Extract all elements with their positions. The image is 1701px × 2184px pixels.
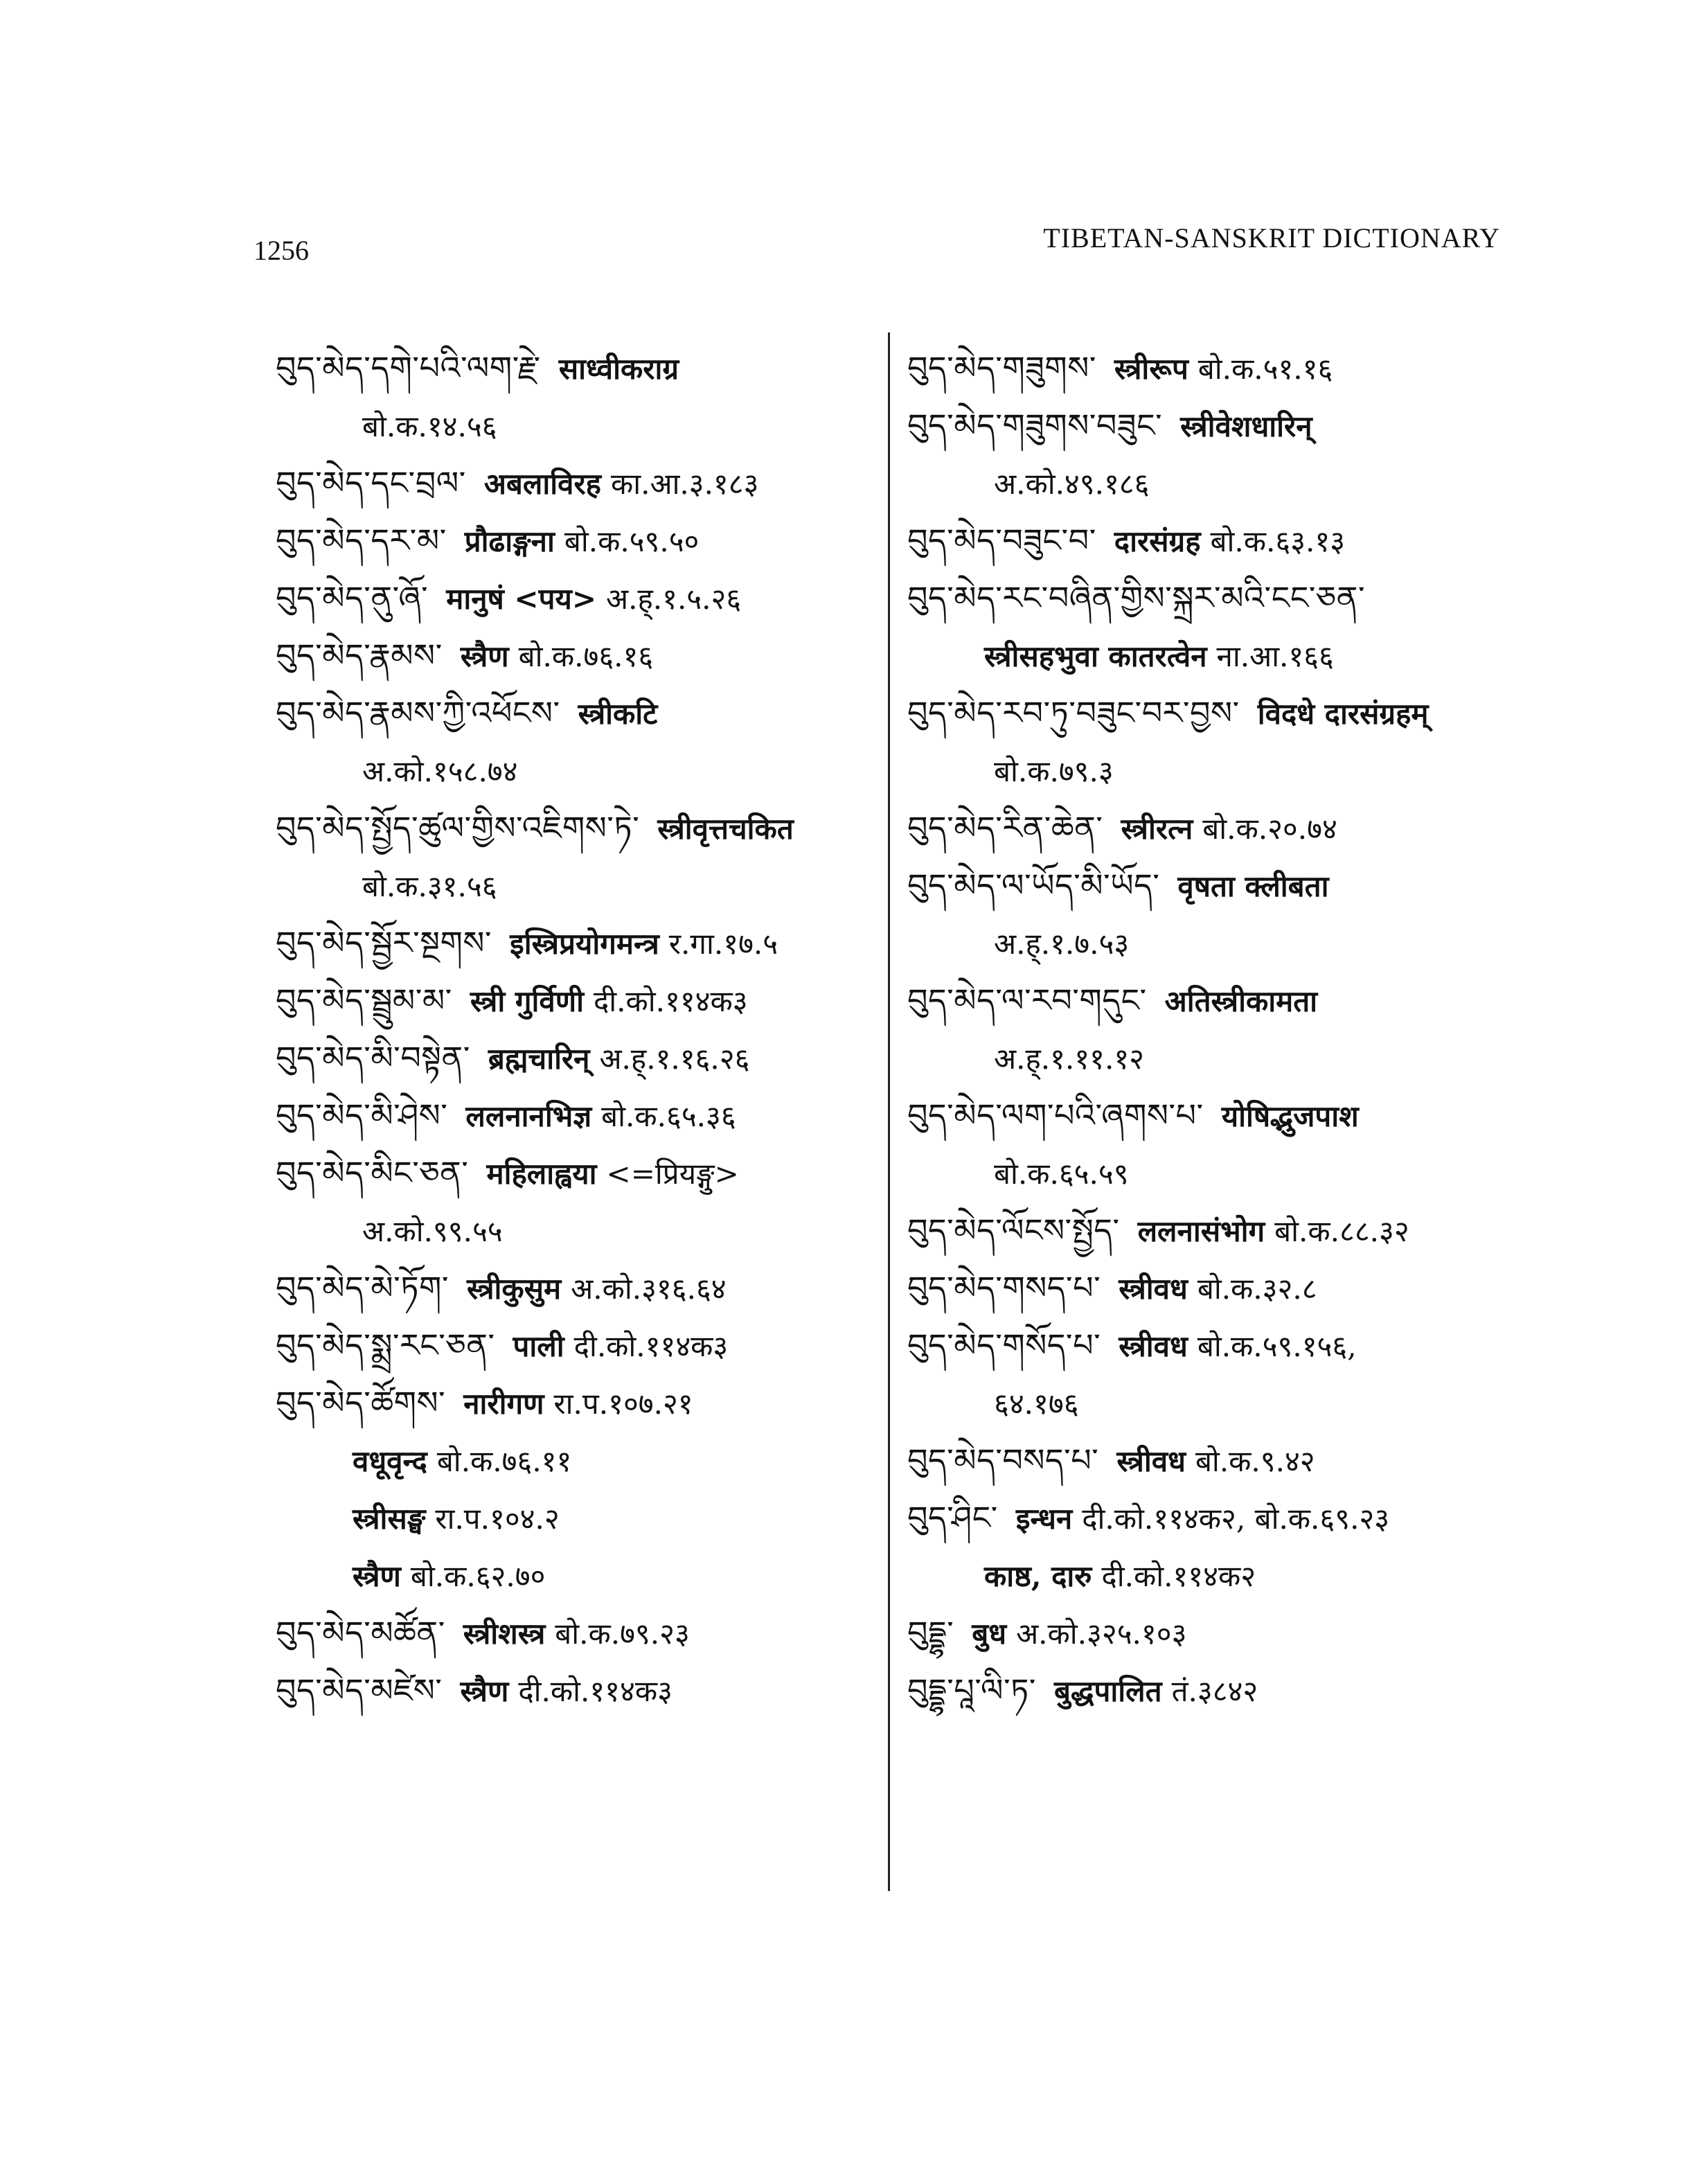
- sanskrit-equivalent: स्त्रीसहभुवा कातरत्वेन: [984, 639, 1207, 673]
- source-reference: दी.को.११४क३: [593, 984, 748, 1018]
- entry-headline: [276, 1374, 837, 1432]
- sanskrit-equivalent: बुध: [972, 1617, 1007, 1651]
- tibetan-headword: བུད་མེད་སྤྱོད་ཚུལ་གྱིས་འཇིགས་ཏེ་: [276, 809, 640, 846]
- entry-continuation: [276, 1547, 837, 1604]
- sanskrit-equivalent: मानुषं <पय>: [446, 582, 597, 616]
- entry-headline: [276, 1604, 837, 1662]
- source-reference: बो.क.१४.५६: [362, 409, 497, 443]
- entry-headline: [276, 684, 837, 742]
- dictionary-entry: [907, 512, 1531, 569]
- dictionary-entry: [907, 1087, 1531, 1202]
- entry-continuation: [907, 1374, 1531, 1432]
- dictionary-entry: [907, 799, 1531, 857]
- dictionary-entry: [276, 339, 837, 454]
- source-reference: बो.क.३२.८: [1197, 1272, 1317, 1306]
- tibetan-headword: བུད་མེད་ལོངས་སྤྱོད་: [907, 1211, 1120, 1249]
- sanskrit-equivalent: स्त्रीवेशधारिन्: [1180, 409, 1312, 443]
- dictionary-entry: [907, 1317, 1531, 1432]
- source-reference: बो.क.९.४२: [1195, 1444, 1315, 1478]
- source-reference: अ.को.४९.१८६: [994, 467, 1150, 501]
- source-reference: दी.को.११४क३: [573, 1329, 729, 1363]
- dictionary-entry: [276, 972, 837, 1029]
- tibetan-headword: བུད་མེད་གཟུགས་: [907, 349, 1096, 387]
- source-reference: बो.क.६५.५९: [994, 1157, 1129, 1191]
- source-reference: बो.क.७९.३: [994, 754, 1114, 788]
- dictionary-entry: [907, 1662, 1531, 1719]
- dictionary-entry: [907, 1432, 1531, 1489]
- source-reference: बो.क.५९.५०: [564, 524, 700, 558]
- dictionary-entry: [276, 1604, 837, 1662]
- source-reference: रा.प.१०४.२: [435, 1502, 560, 1536]
- sanskrit-equivalent: स्त्रीसङ्घ: [353, 1502, 426, 1536]
- sanskrit-equivalent: दारसंग्रह: [1114, 524, 1201, 558]
- dictionary-entry: [907, 1259, 1531, 1317]
- dictionary-entry: [907, 972, 1531, 1087]
- tibetan-headword: བུད་མེད་རིན་ཆེན་: [907, 809, 1103, 846]
- sanskrit-equivalent: स्त्रीरूप: [1114, 352, 1188, 386]
- tibetan-headword: བུད་མེད་མི་ཤེས་: [276, 1097, 448, 1134]
- entry-headline: [907, 1317, 1531, 1374]
- source-reference: बो.क.६५.३६: [601, 1099, 736, 1133]
- dictionary-entry: [276, 799, 837, 914]
- entry-headline: [907, 569, 1531, 627]
- sanskrit-equivalent: योषिद्भुजपाश: [1221, 1099, 1359, 1133]
- entry-headline: [907, 339, 1531, 397]
- column-divider: [888, 332, 890, 1891]
- sanskrit-equivalent: विदधे दारसंग्रहम्: [1257, 697, 1429, 731]
- source-reference: ६४.१७६: [994, 1387, 1079, 1421]
- tibetan-headword: བུད་མེད་ཚོགས་: [276, 1384, 446, 1421]
- source-reference: बो.क.७६.११: [436, 1444, 572, 1478]
- source-reference: अ.ह्.१.११.१२: [994, 1042, 1144, 1076]
- source-reference: दी.को.११४क३: [518, 1674, 673, 1708]
- sanskrit-equivalent: स्त्रैण: [460, 639, 509, 673]
- dictionary-entry: [276, 627, 837, 684]
- dictionary-entry: [276, 569, 837, 627]
- dictionary-entry: [276, 1662, 837, 1719]
- dictionary-entry: [907, 569, 1531, 684]
- sanskrit-equivalent: स्त्री गुर्विणी: [470, 984, 584, 1018]
- source-reference: रा.प.१०७.२१: [553, 1387, 693, 1421]
- source-reference: बो.क.८८.३२: [1274, 1214, 1409, 1248]
- tibetan-headword: བུད་མེད་མིང་ཅན་: [276, 1154, 469, 1191]
- entry-continuation: [907, 742, 1531, 799]
- entry-continuation: [907, 1029, 1531, 1087]
- dictionary-entry: [276, 1029, 837, 1087]
- entry-continuation: [276, 857, 837, 914]
- entry-headline: [276, 1662, 837, 1719]
- sanskrit-equivalent: स्त्रीकुसुम: [467, 1272, 562, 1306]
- tibetan-headword: བུད་མེད་དགེ་པའི་ལག་རྗེ་: [276, 349, 541, 387]
- entry-continuation: [907, 454, 1531, 512]
- tibetan-headword: བུད་མེད་གསོད་པ་: [907, 1326, 1101, 1364]
- source-reference: बो.क.६२.७०: [410, 1559, 546, 1593]
- sanskrit-equivalent: स्त्रीवध: [1116, 1444, 1186, 1478]
- dictionary-entry: [276, 1259, 837, 1317]
- sanskrit-equivalent: ललनासंभोग: [1137, 1214, 1265, 1248]
- source-reference: बो.क.७९.२३: [555, 1617, 690, 1651]
- dictionary-entry: [907, 397, 1531, 512]
- entry-continuation: [276, 1202, 837, 1259]
- entry-headline: [907, 1604, 1531, 1662]
- entry-headline: [907, 799, 1531, 857]
- sanskrit-equivalent: ब्रह्मचारिन्: [488, 1042, 590, 1076]
- source-reference: अ.को.३२५.१०३: [1016, 1617, 1187, 1651]
- entry-headline: [907, 1489, 1531, 1547]
- sanskrit-equivalent: स्त्रीरत्न: [1121, 812, 1193, 846]
- dictionary-entry: [276, 512, 837, 569]
- dictionary-entry: [276, 1087, 837, 1144]
- dictionary-entry: [276, 914, 837, 972]
- entry-headline: [276, 1259, 837, 1317]
- entry-headline: [907, 1259, 1531, 1317]
- sanskrit-equivalent: स्त्रीवध: [1119, 1329, 1188, 1363]
- dictionary-entry: [907, 1604, 1531, 1662]
- sanskrit-equivalent: स्त्रैण: [353, 1559, 401, 1593]
- tibetan-headword: བུད་མེད་དར་མ་: [276, 522, 447, 559]
- dictionary-entry: [276, 454, 837, 512]
- tibetan-headword: བུད་ཤིང་: [907, 1499, 998, 1536]
- dictionary-entry: [907, 1489, 1531, 1604]
- sanskrit-equivalent: अतिस्त्रीकामता: [1164, 984, 1318, 1018]
- running-head: TIBETAN-SANSKRIT DICTIONARY: [1043, 222, 1500, 254]
- tibetan-headword: བུད་མེད་ལ་རབ་གདུང་: [907, 982, 1147, 1019]
- entry-headline: [907, 1432, 1531, 1489]
- entry-headline: [276, 1144, 837, 1202]
- entry-continuation: [276, 1432, 837, 1489]
- source-reference: ना.आ.१६६: [1216, 639, 1334, 673]
- sanskrit-equivalent: साध्वीकराग्र: [558, 352, 679, 386]
- source-reference: अ.को.९९.५५: [362, 1214, 503, 1248]
- entry-headline: [907, 397, 1531, 454]
- source-reference: अ.को.१५८.७४: [362, 754, 518, 788]
- entry-headline: [907, 512, 1531, 569]
- sanskrit-equivalent: काष्ठ, दारु: [984, 1559, 1092, 1593]
- source-reference: दी.को.११४क२: [1101, 1559, 1256, 1593]
- page-number: 1256: [253, 235, 309, 266]
- tibetan-headword: བུད་མེད་རང་བཞིན་གྱིས་སྐྲར་མའི་ངང་ཅན་: [907, 579, 1365, 616]
- entry-continuation: [907, 1547, 1531, 1604]
- tibetan-headword: བུདྡྷ་: [907, 1614, 954, 1651]
- source-reference: बो.क.६३.१३: [1210, 524, 1346, 558]
- tibetan-headword: བུད་མེད་སྨྲ་རང་ཅན་: [276, 1326, 495, 1364]
- tibetan-headword: བུད་མེད་མཚོན་: [276, 1614, 445, 1651]
- entry-continuation: [276, 742, 837, 799]
- entry-headline: [276, 799, 837, 857]
- entry-headline: [276, 569, 837, 627]
- source-reference: दी.को.११४क२, बो.क.६९.२३: [1082, 1502, 1390, 1536]
- dictionary-entry: [907, 339, 1531, 397]
- source-reference: बो.क.५९.१५६,: [1197, 1329, 1357, 1363]
- source-reference: तं.३८४२: [1171, 1674, 1258, 1708]
- entry-headline: [907, 972, 1531, 1029]
- source-reference: अ.ह्.१.१६.२६: [599, 1042, 750, 1076]
- source-reference: अ.को.३१६.६४: [571, 1272, 727, 1306]
- sanskrit-equivalent: अबलाविरह: [483, 467, 601, 501]
- tibetan-headword: བུད་མེད་གཟུགས་བཟུང་: [907, 407, 1163, 444]
- sanskrit-equivalent: बुद्धपालित: [1053, 1674, 1162, 1708]
- dictionary-entry: [907, 857, 1531, 972]
- entry-headline: [276, 1087, 837, 1144]
- source-reference: अ.ह्.१.५.२६: [606, 582, 742, 616]
- tibetan-headword: བུད་མེད་ནུ་ཞོ་: [276, 579, 429, 616]
- entry-headline: [276, 972, 837, 1029]
- entry-continuation: [907, 914, 1531, 972]
- source-reference: <=प्रियङ्गु>: [606, 1157, 739, 1191]
- dictionary-entry: [276, 1374, 837, 1604]
- sanskrit-equivalent: स्त्रीशस्त्र: [463, 1617, 546, 1651]
- sanskrit-equivalent: स्त्रीवृत्तचकित: [657, 812, 794, 846]
- entry-headline: [907, 1087, 1531, 1144]
- sanskrit-equivalent: ललनानभिज्ञ: [465, 1099, 592, 1133]
- entry-continuation: [907, 1144, 1531, 1202]
- dictionary-entry: [907, 684, 1531, 799]
- tibetan-headword: བུད་མེད་དང་བྲལ་: [276, 464, 466, 501]
- entry-headline: [276, 914, 837, 972]
- right-column: [907, 339, 1531, 1719]
- sanskrit-equivalent: वृषता क्लीबता: [1177, 869, 1329, 903]
- sanskrit-equivalent: इन्धन: [1015, 1502, 1073, 1536]
- source-reference: बो.क.३१.५६: [362, 869, 497, 903]
- sanskrit-equivalent: वधूवृन्द: [353, 1444, 427, 1478]
- left-column: [276, 339, 837, 1719]
- source-reference: बो.क.२०.७४: [1202, 812, 1337, 846]
- source-reference: बो.क.७६.१६: [518, 639, 654, 673]
- entry-headline: [907, 857, 1531, 914]
- dictionary-entry: [907, 1202, 1531, 1259]
- entry-continuation: [276, 1489, 837, 1547]
- sanskrit-equivalent: प्रौढाङ्गना: [464, 524, 555, 558]
- dictionary-entry: [276, 684, 837, 799]
- entry-headline: [907, 684, 1531, 742]
- entry-headline: [276, 1317, 837, 1374]
- dictionary-entry: [276, 1144, 837, 1259]
- tibetan-headword: བུད་མེད་རབ་ཏུ་བཟུང་བར་བྱས་: [907, 694, 1240, 731]
- entry-headline: [276, 454, 837, 512]
- entry-headline: [276, 1029, 837, 1087]
- entry-continuation: [907, 627, 1531, 684]
- entry-headline: [907, 1202, 1531, 1259]
- sanskrit-equivalent: स्त्रीकटि: [578, 697, 658, 731]
- sanskrit-equivalent: पाली: [513, 1329, 564, 1363]
- tibetan-headword: བུད་མེད་ལག་པའི་ཞགས་པ་: [907, 1097, 1204, 1134]
- tibetan-headword: བུད་མེད་བཟུང་བ་: [907, 522, 1096, 559]
- sanskrit-equivalent: महिलाह्वया: [486, 1157, 597, 1191]
- sanskrit-equivalent: इस्त्रिप्रयोगमन्त्र: [510, 927, 659, 961]
- tibetan-headword: བུད་མེད་མཛེས་: [276, 1671, 443, 1709]
- dictionary-entry: [276, 1317, 837, 1374]
- entry-headline: [276, 339, 837, 397]
- tibetan-headword: བུད་མེད་སྦྲུམ་མ་: [276, 982, 452, 1019]
- source-reference: अ.ह्.१.७.५३: [994, 927, 1130, 961]
- source-reference: र.गा.१७.५: [668, 927, 778, 961]
- entry-headline: [276, 627, 837, 684]
- sanskrit-equivalent: स्त्रीवध: [1119, 1272, 1188, 1306]
- tibetan-headword: བུད་མེད་སྦྱོར་སྔགས་: [276, 924, 492, 961]
- tibetan-headword: བུད་མེད་གསད་པ་: [907, 1269, 1101, 1306]
- tibetan-headword: བུད་མེད་བསད་པ་: [907, 1441, 1099, 1479]
- tibetan-headword: བུད་མེད་མེ་ཏོག་: [276, 1269, 449, 1306]
- entry-headline: [276, 512, 837, 569]
- tibetan-headword: བུད་མེད་ལ་ཡོད་མི་ཡོད་: [907, 867, 1160, 904]
- entry-headline: [907, 1662, 1531, 1719]
- tibetan-headword: བུདྡྷ་པཱ་ལི་ཏ་: [907, 1671, 1036, 1709]
- tibetan-headword: བུད་མེད་རྣམས་: [276, 637, 443, 674]
- sanskrit-equivalent: नारीगण: [463, 1387, 544, 1421]
- source-reference: का.आ.३.१८३: [610, 467, 759, 501]
- sanskrit-equivalent: स्त्रैण: [460, 1674, 509, 1708]
- tibetan-headword: བུད་མེད་རྣམས་ཀྱི་འཕོངས་: [276, 694, 560, 731]
- source-reference: बो.क.५१.१६: [1197, 352, 1333, 386]
- entry-continuation: [276, 397, 837, 454]
- tibetan-headword: བུད་མེད་མི་བསྟེན་: [276, 1039, 470, 1076]
